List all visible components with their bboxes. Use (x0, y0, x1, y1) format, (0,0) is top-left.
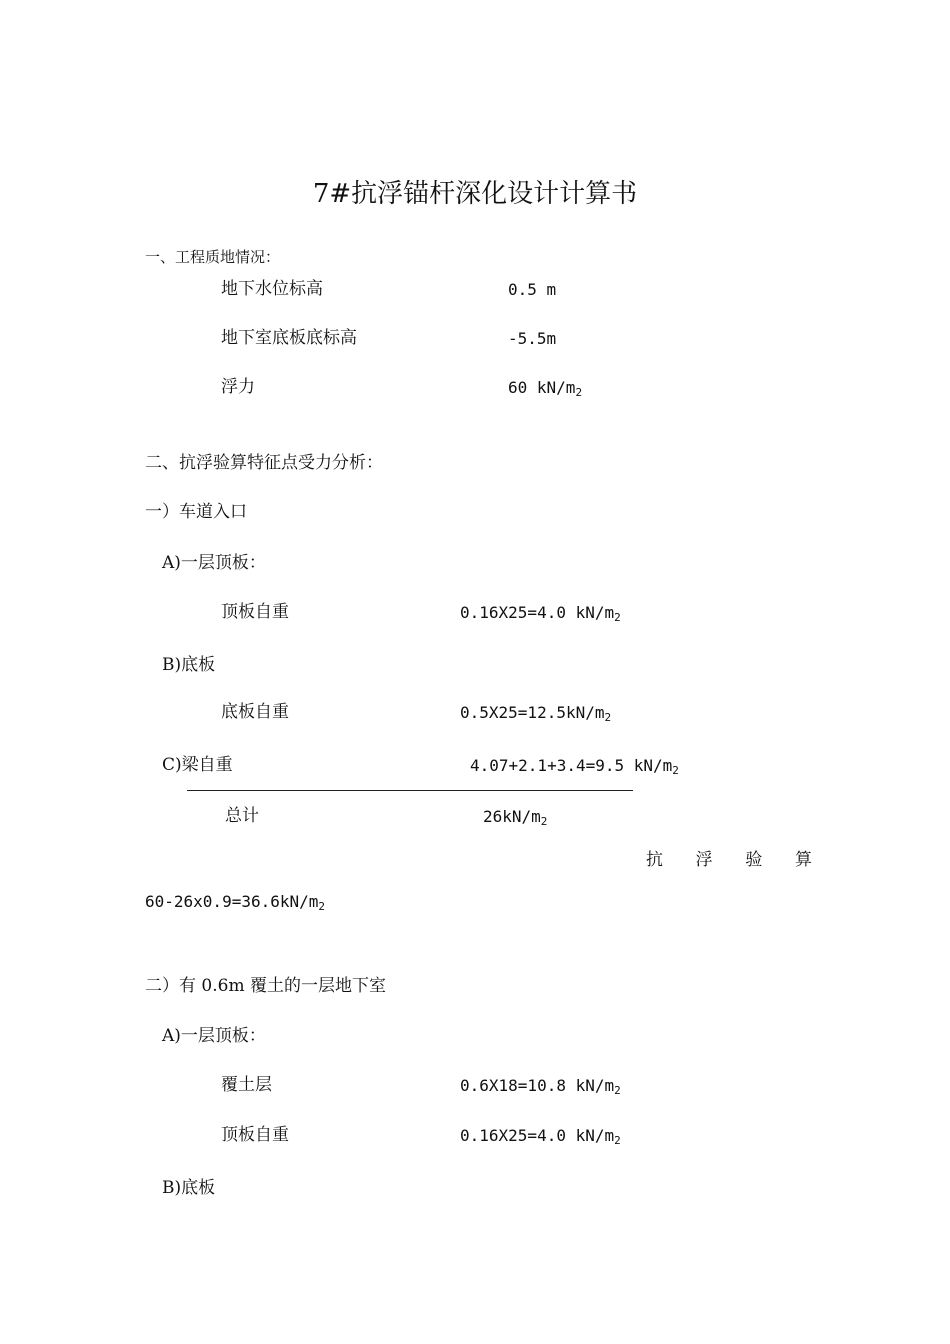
p1-check-value: $60-26x0.9=36.6kN/m_2$ (145, 892, 326, 913)
basement-floor-label: 地下室底板底标高 (221, 328, 357, 348)
p1-check-char: 算 (794, 850, 812, 870)
p1-a-heading: A)一层顶板： (162, 553, 266, 573)
p1-roof-weight-label: 顶板自重 (221, 602, 289, 622)
p1-floor-weight-value: $0.5X25=12.5kN/m_2$ (460, 703, 612, 724)
p2-roof-weight-value: 0.16X25=4.0 $kN/m_2$ (460, 1126, 621, 1147)
section-2-heading: 二、抗浮验算特征点受力分析： (145, 453, 383, 473)
p1-check-char: 验 (745, 850, 763, 870)
p2-soil-layer-label: 覆土层 (221, 1075, 272, 1095)
p1-check-heading (646, 850, 812, 870)
p1-b-heading: B)底板 (162, 655, 216, 675)
point-1-heading: 一）车道入口 (145, 502, 247, 522)
p2-roof-weight-label: 顶板自重 (221, 1125, 289, 1145)
total-divider (187, 790, 633, 791)
p1-check-char: 抗 (646, 850, 663, 870)
water-level-value: 0.5 m (508, 280, 557, 299)
p2-a-heading: A)一层顶板： (162, 1026, 266, 1046)
water-level-label: 地下水位标高 (221, 279, 323, 299)
point-2-heading: 二）有 0.6m 覆土的一层地下室 (145, 976, 386, 996)
p2-soil-layer-value: 0.6X18=10.8 $kN/m_2$ (460, 1076, 621, 1097)
section-1-heading: 一、工程质地情况： (145, 248, 281, 266)
p2-b-heading: B)底板 (162, 1178, 216, 1198)
buoyancy-value: 60 $kN/m_2$ (508, 378, 583, 399)
p1-check-char: 浮 (695, 850, 713, 870)
document-title: 7#抗浮锚杆深化设计计算书 (312, 179, 638, 209)
basement-floor-value: -5.5m (508, 329, 557, 348)
p1-floor-weight-label: 底板自重 (221, 702, 289, 722)
p1-roof-weight-value: 0.16X25=4.0 $kN/m_2$ (460, 603, 621, 624)
p1-total-label: 总计 (225, 806, 259, 826)
p1-beam-weight-value: 4.07+2.1+3.4=9.5 $kN/m_2$ (470, 756, 679, 777)
p1-beam-weight-label: C)梁自重 (162, 755, 233, 775)
buoyancy-label: 浮力 (221, 377, 255, 397)
p1-total-value: $26kN/m_2$ (483, 807, 548, 828)
